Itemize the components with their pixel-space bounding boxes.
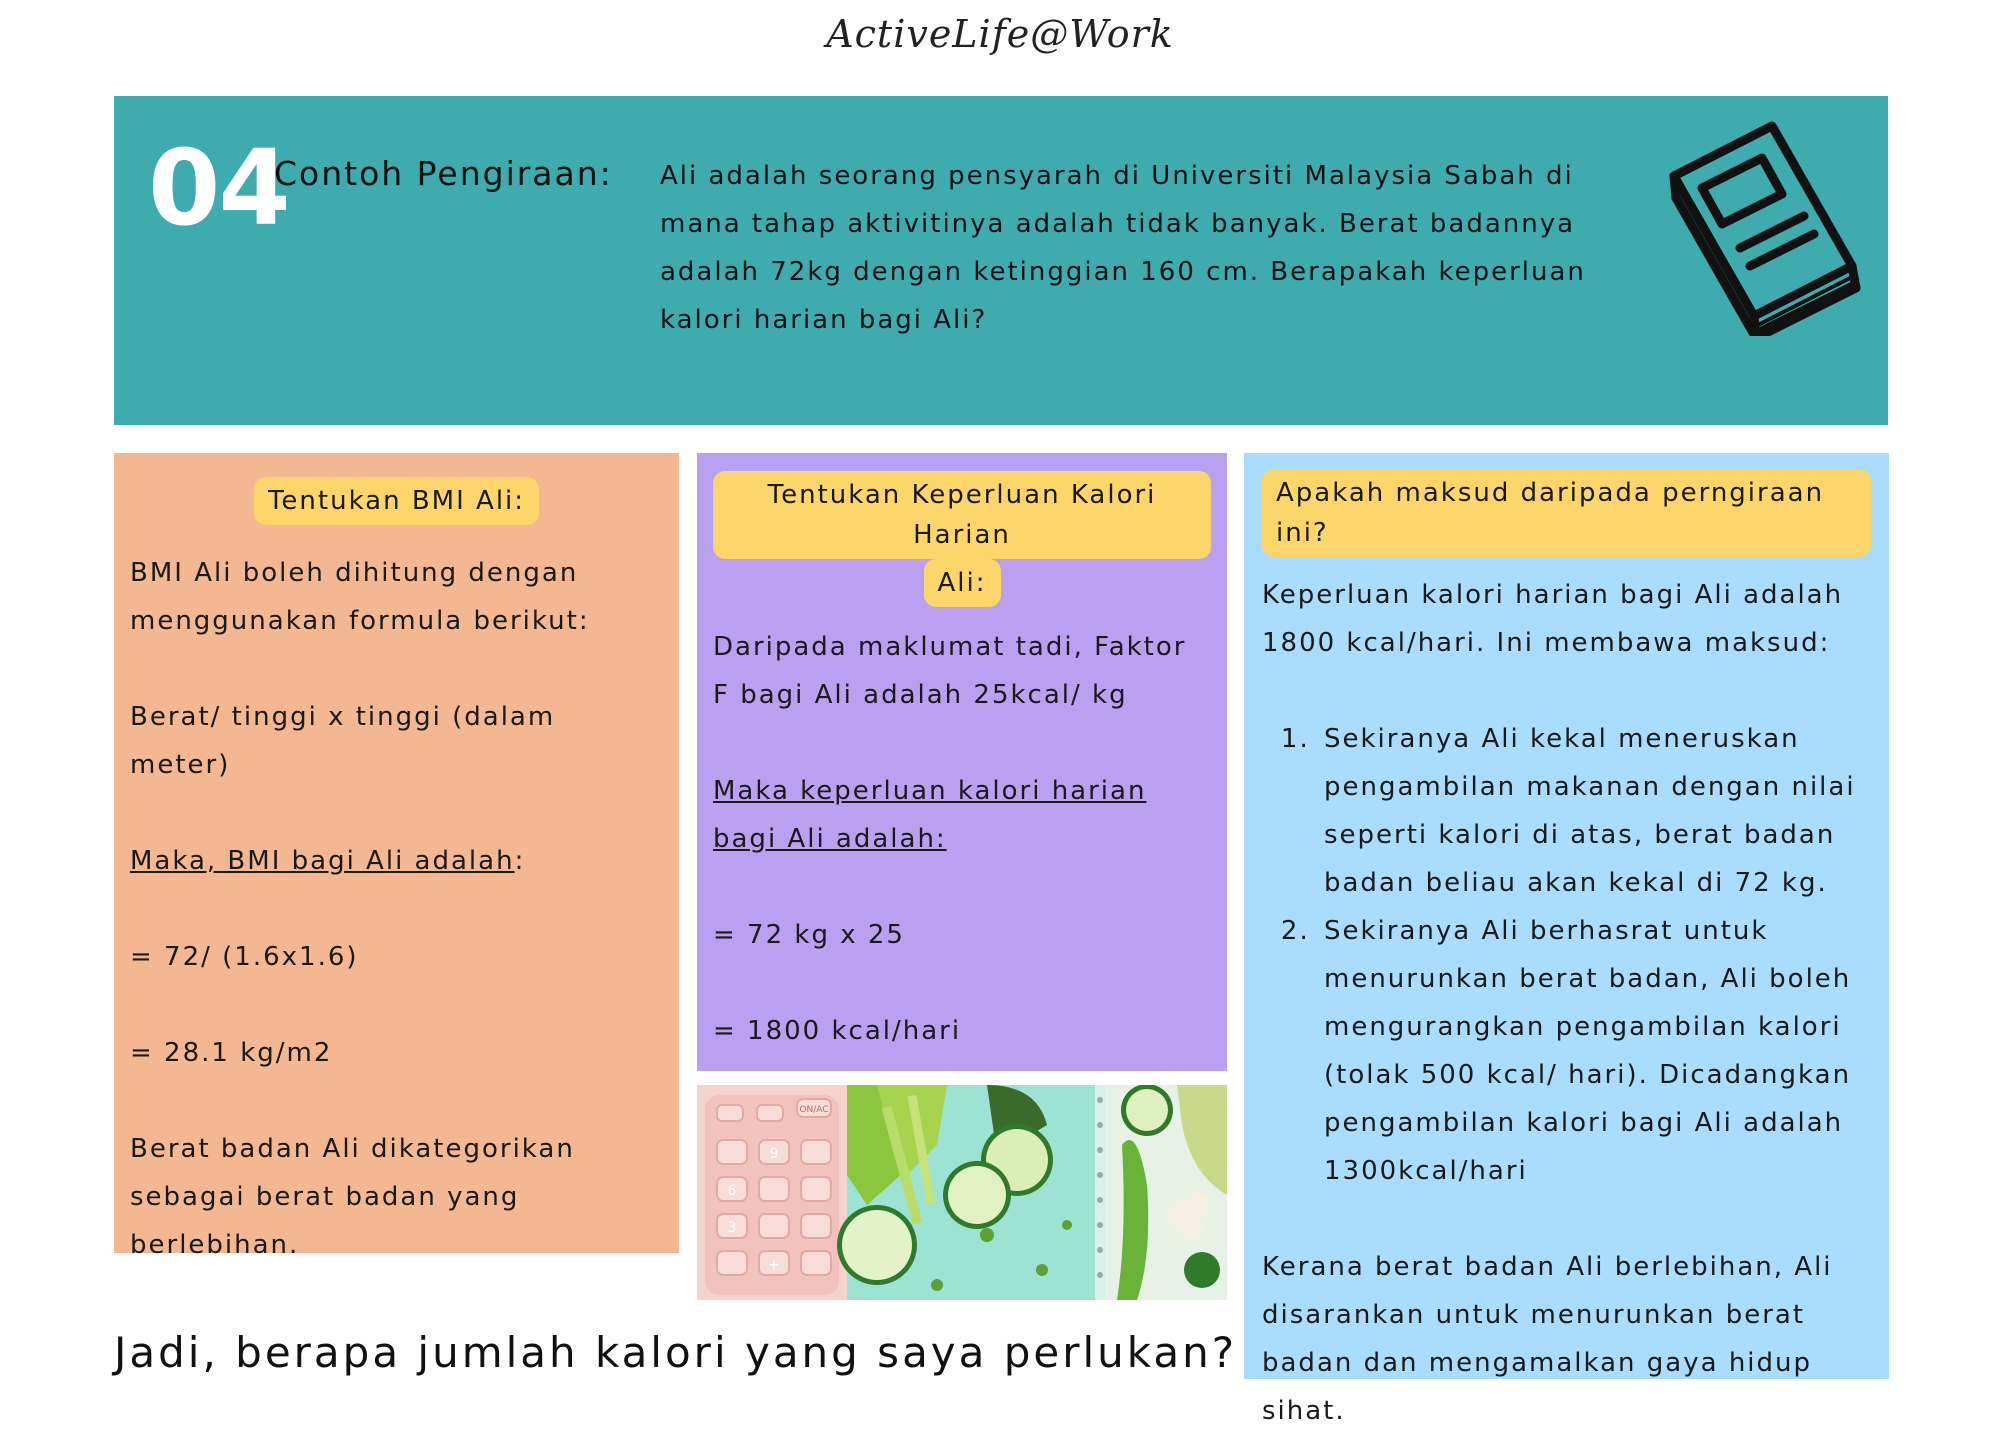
meaning-intro: Keperluan kalori harian bagi Ali adalah 1800 kcal/hari. Ini membawa maksud: bbox=[1262, 580, 1844, 658]
bmi-intro: BMI Ali boleh dihitung dengan menggunakan formula berikut: bbox=[130, 558, 590, 636]
calorie-calc-2: = 1800 kcal/hari bbox=[713, 1016, 962, 1046]
book-icon bbox=[1662, 116, 1862, 336]
meaning-point-2: 2. Sekiranya Ali berhasrat untuk menurunkan berat badan, Ali boleh mengurangkan pengambilan kalori (tolak 500 kcal/ hari). Dicadangkan pengambilan kalori bagi Ali adalah 1300kcal/hari bbox=[1320, 907, 1871, 1195]
calculator-key-6: 6 bbox=[727, 1183, 737, 1199]
bmi-heading: Tentukan BMI Ali: bbox=[254, 477, 539, 525]
brand-logo: ActiveLife@Work bbox=[826, 12, 1174, 56]
section-number: 04 bbox=[148, 127, 289, 249]
calculator-label: ON/AC bbox=[799, 1105, 829, 1115]
meaning-conclusion: Kerana berat badan Ali berlebihan, Ali disarankan untuk menurunkan berat badan dan mengamalkan gaya hidup sihat. bbox=[1262, 1252, 1833, 1426]
calorie-heading-line2: Ali: bbox=[924, 559, 1001, 607]
food-calculator-photo bbox=[697, 1085, 1227, 1300]
meaning-panel bbox=[1244, 453, 1889, 1426]
bmi-calc-2: = 28.1 kg/m2 bbox=[130, 1038, 333, 1068]
calculator-key-9: 9 bbox=[769, 1146, 779, 1162]
calorie-intro: Daripada maklumat tadi, Faktor F bagi Ali adalah 25kcal/ kg bbox=[713, 632, 1187, 710]
calculator-key-3: 3 bbox=[727, 1220, 737, 1236]
bmi-panel bbox=[114, 453, 679, 1260]
calorie-panel bbox=[697, 453, 1227, 1071]
bmi-conclusion: Berat badan Ali dikategorikan sebagai berat badan yang berlebihan. bbox=[130, 1134, 575, 1260]
section-title: Contoh Pengiraan: bbox=[274, 154, 613, 193]
bmi-formula: Berat/ tinggi x tinggi (dalam meter) bbox=[130, 702, 556, 780]
calorie-calc-1: = 72 kg x 25 bbox=[713, 920, 905, 950]
calorie-heading-line1: Tentukan Keperluan Kalori Harian bbox=[713, 471, 1211, 559]
meaning-list bbox=[1262, 715, 1871, 1195]
meaning-point-1: 1. Sekiranya Ali kekal meneruskan pengambilan makanan dengan nilai seperti kalori di atas, berat badan badan beliau akan kekal di 72 kg. bbox=[1320, 715, 1871, 907]
problem-description: Ali adalah seorang pensyarah di Universiti Malaysia Sabah di mana tahap aktivitinya adalah tidak banyak. Berat badannya adalah 72kg dengan ketinggian 160 cm. Berapakah keperluan kalori harian bagi Ali? bbox=[660, 161, 1586, 335]
closing-question: Jadi, berapa jumlah kalori yang saya perlukan? bbox=[114, 1328, 1238, 1377]
bmi-calc-1: = 72/ (1.6x1.6) bbox=[130, 942, 359, 972]
calorie-result-label: Maka keperluan kalori harian bagi Ali adalah: bbox=[713, 776, 1147, 854]
meaning-heading: Apakah maksud daripada perngiraan ini? bbox=[1262, 469, 1871, 557]
bmi-result-label: Maka, BMI bagi Ali adalah: bbox=[130, 846, 526, 876]
calculator-key-plus: + bbox=[768, 1257, 780, 1273]
example-header bbox=[114, 96, 1888, 425]
